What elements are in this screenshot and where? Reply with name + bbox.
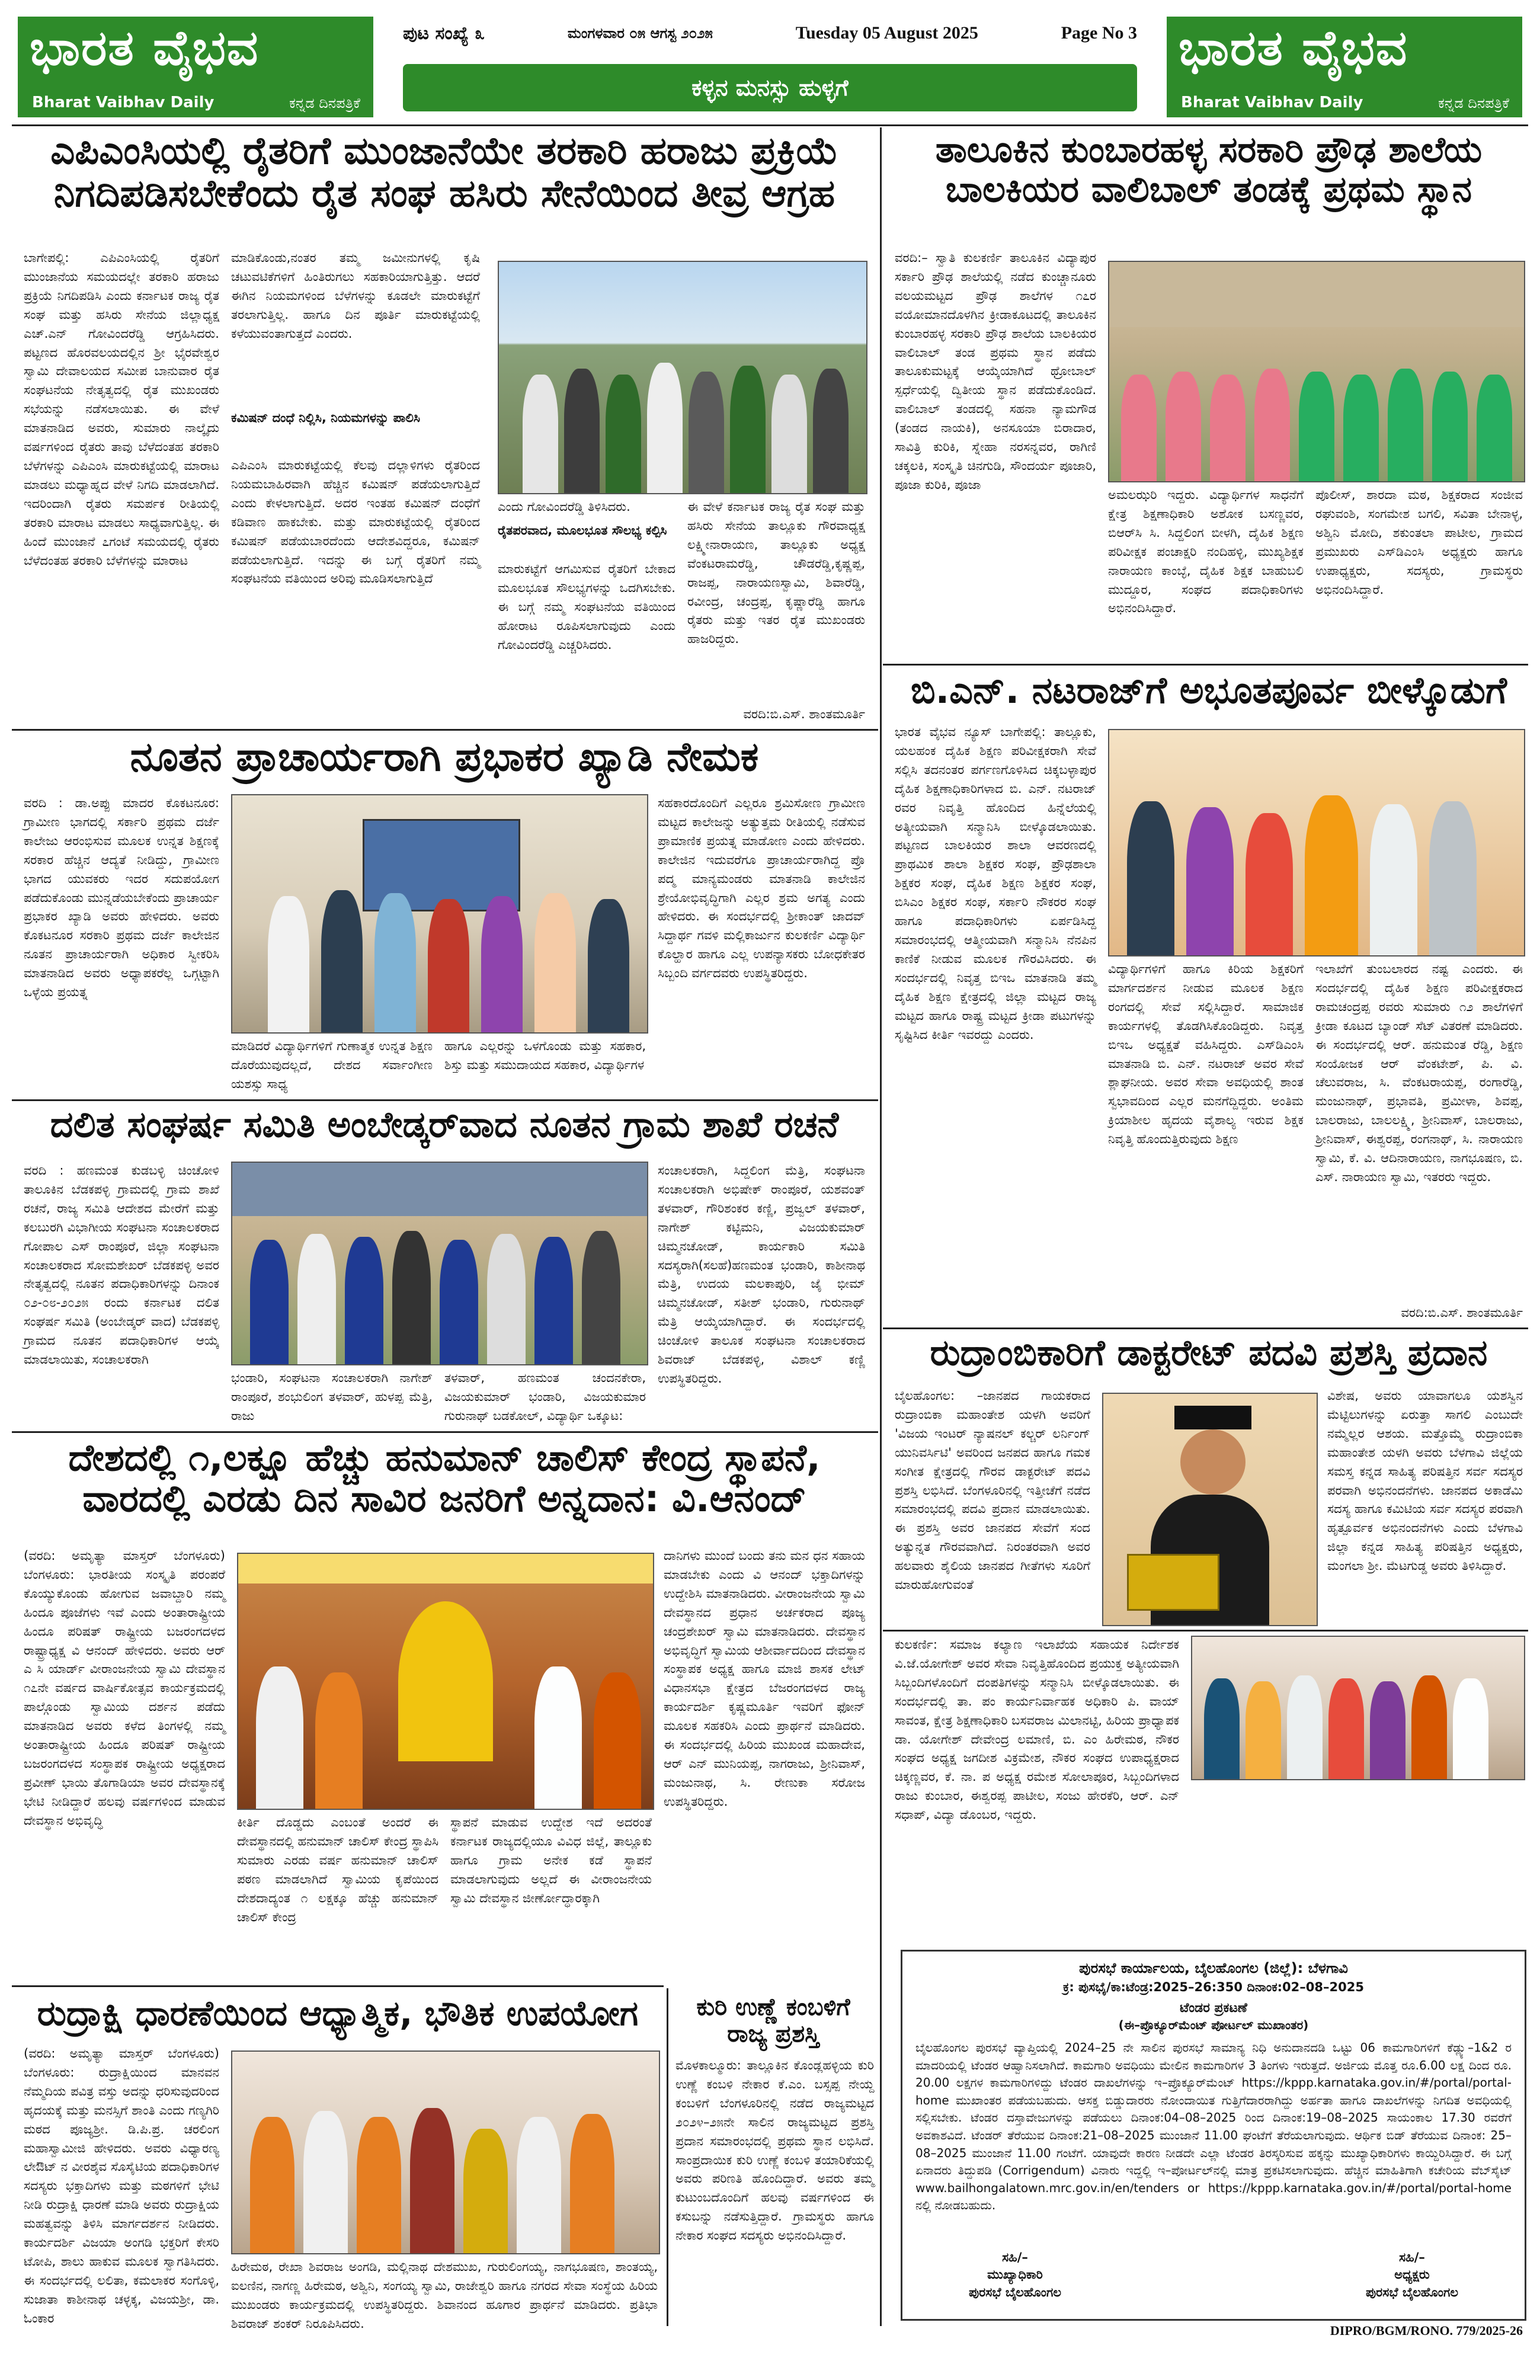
photo-farmers-meeting [498,261,867,494]
article-rudraksha-headline: ರುದ್ರಾಕ್ಷಿ ಧಾರಣೆಯಿಂದ ಆಧ್ಯಾತ್ಮಿಕ, ಭೌತಿಕ ಉಪಯೋಗ [37,1993,639,2033]
article-apmc-col4: ಈ ವೇಳೆ ಕರ್ನಾಟಕ ರಾಜ್ಯ ರೈತ ಸಂಘ ಮತ್ತು ಹಸಿರು ಸೇನೆಯ ತಾಲ್ಲೂಕು ಗೌರವಾಧ್ಯಕ್ಷ ಲಕ್ಷ್ಮೀನಾರಾಯಣ, ತಾಲ್ಲೂಕು ಅಧ್ಯಕ್ಷ ವೆಂಕಟರಾಮರೆಡ್ಡಿ, ಚೌಡರೆಡ್ಡಿ,ಕೃಷ್ಣಪ್ಪ, ರಾಜಪ್ಪ, ನಾರಾಯಣಸ್ವಾಮಿ, ಶಿವಾರೆಡ್ಡಿ, ರವೀಂದ್ರ, ಚಂದ್ರಪ್ಪ, ಕೃಷ್ಣಾರೆಡ್ಡಿ ಹಾಗೂ ರೈತರು ಮತ್ತು ಇತರ ರೈತ ಮುಖಂಡರು ಹಾಜರಿದ್ದರು. [687,500,865,647]
article-rudraksha-col1: (ವರದಿ: ಅಮೃತ್ಯಾ ಮಾಸ್ತರ್ ಬೆಂಗಳೂರು) ಬೆಂಗಳೂರು: ರುದ್ರಾಕ್ಷಿಯಿಂದ ಮಾನವನ ನೆಮ್ಮದಿಯ ಪವಿತ್ರ ವಸ್ತು ಅದನ್ನು ಧರಿಸುವುದರಿಂದ ಹೃದಯಕ್ಕೆ ಮತ್ತು ಮನಸ್ಸಿಗೆ ಶಾಂತಿ ಎಂದು ಗಣ್ಯಗಿರಿ ಮಠದ ಪೂಜ್ಯಶ್ರೀ. ಡಿ.ಪಿ.ಪ್ರ. ಚರಲಿಂಗ ಮಹಾಸ್ವಾಮೀಜಿ ಹೇಳಿದರು. ಅವರು ವಿಧ್ಯಾರಣ್ಯ ಲೇಔಟ್ ನ ವೀರಶೈವ ಸೊಸೈಟಿಯ ಪದಾಧಿಕಾರಿಗಳ ಸದಸ್ಯರು ಭಕ್ತಾದಿಗಳು ಮತ್ತು ಮಠಗಳಿಗೆ ಭೇಟಿ ನೀಡಿ ರುದ್ರಾಕ್ಷಿ ಧಾರಣೆ ಮಾಡಿ ಅವರು ರುದ್ರಾಕ್ಷಿಯ ಮಹತ್ವವನ್ನು ತಿಳಿಸಿ ಮಾರ್ಗದರ್ಶನ ನೀಡಿದರು. ಕಾರ್ಯದರ್ಶಿ ವಿಜಯಾ ಅಂಗಡಿ ಭಕ್ತರಿಗೆ ಕೇಸರಿ ಟೋಪಿ, ಶಾಲು ಹಾಕುವ ಮೂಲಕ ಸ್ವಾಗತಿಸಿದರು. ಈ ಸಂದರ್ಭದಲ್ಲಿ ಲಲಿತಾ, ಕಮಲಾಕರ ಸಂಗೊಳ್ಳಿ, ಸುಜಾತಾ ಕಾಶೀನಾಥ ಚಳ್ಳಕ್ಕ, ವಿಜಯಶ್ರೀ, ಡಾ. ಓಂಕಾರ [24,2046,219,2325]
article-dss-headline: ದಲಿತ ಸಂಘರ್ಷ ಸಮಿತಿ ಅಂಬೇಡ್ಕರ್‌ವಾದ ನೂತನ ಗ್ರಾಮ ಶಾಖೆ ರಚನೆ [50,1104,839,1146]
tender-sign-right [1323,2249,1501,2301]
photo-retirement [1191,1636,1525,1780]
rule-1 [12,729,878,731]
masthead [18,17,1522,117]
logo-subtitle: ಕನ್ನಡ ದಿನಪತ್ರಿಕೆ [289,95,360,111]
article-principal-col2b: ಹಾಗೂ ಎಲ್ಲರನ್ನು ಒಳಗೊಂಡು ಮತ್ತು ಸಹಕಾರ, ಶಿಸ್ತು ಮತ್ತು ಸಮುದಾಯದ ಸಹಕಾರ, ವಿದ್ಯಾರ್ಥಿಗಳ [444,1039,646,1072]
header-meta [403,19,1137,47]
article-dss-col2: ಭಂಡಾರಿ, ಸಂಘಟನಾ ಸಂಚಾಲಕರಾಗಿ ನಾಗೇಶ್ ರಾಂಪೂರೆ, ಶಂಭುಲಿಂಗ ತಳವಾರ್, ಹುಳಪ್ಪ ಮೆತ್ರಿ, ರಾಜು [231,1371,433,1423]
article-apmc-col3: ಎಂದು ಗೋವಿಂದರೆಡ್ಡಿ ತಿಳಿಸಿದರು. [498,500,630,514]
photo-principal-office [231,794,648,1034]
logo-right [1167,17,1522,117]
article-volleyball-col2: ಅಮಲಝರಿ ಇದ್ದರು. ವಿದ್ಯಾರ್ಥಿಗಳ ಸಾಧನೆಗೆ ಕ್ಷೇತ್ರ ಶಿಕ್ಷಣಾಧಿಕಾರಿ ಅಶೋಕ ಬಸಣ್ಣವರ, ಬಿಆರ್‌ಸಿ ಸಿ. ಸಿದ್ದಲಿಂಗ ಬೀಳಗಿ, ದೈಹಿಕ ಶಿಕ್ಷಣ ಪರಿವೀಕ್ಷಕ ಪಂಚಾಕ್ಷರಿ ನಂದಿಹಳ್ಳಿ, ಮುಖ್ಯಶಿಕ್ಷಕ ನಾರಾಯಣ ಕಾಂಬ್ಳೆ, ದೈಹಿಕ ಶಿಕ್ಷಕ ಬಾಹುಬಲಿ ಮುದ್ದೂರ, ಸಂಘದ ಪದಾಧಿಕಾರಿಗಳು ಅಭಿನಂದಿಸಿದ್ದಾರೆ. [1108,488,1304,616]
article-hanuman-col2: ದಾನಿಗಳು ಮುಂದೆ ಬಂದು ತನು ಮನ ಧನ ಸಹಾಯ ಮಾಡಬೇಕು ಎಂದು ವಿ ಆನಂದ್ ಭಕ್ತಾದಿಗಳನ್ನು ಉದ್ದೇಶಿಸಿ ಮಾತನಾಡಿದರು. ವೀರಾಂಜನೇಯ ಸ್ವಾಮಿ ದೇವಸ್ಥಾನದ ಪ್ರಧಾನ ಅರ್ಚಕರಾದ ಪೂಜ್ಯ ಚಂದ್ರಶೇಖರ್ ಸ್ವಾಮಿ ಮಾತನಾಡಿದರು. ದೇವಸ್ಥಾನ ಅಭಿವೃದ್ಧಿಗೆ ಸ್ವಾಮಿಯ ಆಶೀರ್ವಾದದಿಂದ ದೇವಸ್ಥಾನ ಸಂಸ್ಥಾಪಕ ಅಧ್ಯಕ್ಷ ಹಾಗೂ ಮಾಜಿ ಶಾಸಕ ಲೇಟ್ ವಿಧಾನಸಭಾ ಕ್ಷೇತ್ರದ ಬೆಜರಂಗದಳದ ರಾಜ್ಯ ಕಾರ್ಯದರ್ಶಿ ಕೃಷ್ಣಮೂರ್ತಿ ಇವರಿಗೆ ಫೋನ್ ಮೂಲಕ ಸಹಕರಿಸಿ ಎಂದು ಪ್ರಾರ್ಥನೆ ಮಾಡಿದರು. ಈ ಸಂದರ್ಭದಲ್ಲಿ ಹಿರಿಯ ಮುಖಂಡ ಮಹಾದೇವ, ಆರ್ ಎನ್ ಮುನಿಯಪ್ಪ, ನಾಗರಾಜು, ಶ್ರೀನಿವಾಸ್, ಮಂಜುನಾಥ, ಸಿ. ರೇಣುಕಾ ಸರೋಜ ಉಪಸ್ಥಿತರಿದ್ದರು. [664,1549,865,1809]
tagline: ಕಳ್ಳನ ಮನಸ್ಸು ಹುಳ್ಳಗೆ [691,74,849,101]
rule-2 [12,1099,878,1101]
article-dss-col2b: ತಳವಾರ್, ಹಣಮಂತ ಚಂದನಕೇರಾ, ವಿಜಯಕುಮಾರ್ ಭಂಡಾರಿ, ವಿಜಯಕುಮಾರ ಗುರುನಾಥ್ ಬಡಕೋಲ್, ವಿದ್ಯಾರ್ಥಿ ಒಕ್ಕೂಟ: [444,1371,646,1423]
article-blanket-col1: ಮೊಳಕಾಲ್ಮೂರು: ತಾಲ್ಲೂಕಿನ ಕೊಂಡ್ಲಹಳ್ಳಿಯ ಕುರಿ ಉಣ್ಣೆ ಕಂಬಳಿ ನೇಕಾರ ಕೆ.ಎಂ. ಬಸ್ಸಪ್ಪ ನೇಯ್ದ ಕಂಬಳಿಗೆ ಬೆಂಗಳೂರಿನಲ್ಲಿ ನಡೆದ ರಾಜ್ಯಮಟ್ಟದ ೨೦೨೪–೨೫ನೇ ಸಾಲಿನ ರಾಜ್ಯಮಟ್ಟದ ಪ್ರಶಸ್ತಿ ಪ್ರದಾನ ಸಮಾರಂಭದಲ್ಲಿ ಪ್ರಥಮ ಸ್ಥಾನ ಲಭಿಸಿದೆ. ಸಾಂಪ್ರದಾಯಿಕ ಕುರಿ ಉಣ್ಣೆ ಕಂಬಳಿ ತಯಾರಿಕೆಯಲ್ಲಿ ಅವರು ಪರಿಣತಿ ಹೊಂದಿದ್ದಾರೆ. ಅವರು ತಮ್ಮ ಕುಟುಂಬದೊಂದಿಗೆ ಹಲವು ವರ್ಷಗಳಿಂದ ಈ ಕಸುಬನ್ನು ನಡೆಸುತ್ತಿದ್ದಾರೆ. ಗ್ರಾಮಸ್ಥರು ಹಾಗೂ ನೇಕಾರ ಸಂಘದ ಸದಸ್ಯರು ಅಭಿನಂದಿಸಿದ್ದಾರೆ. [675,2058,874,2243]
date-english: Tuesday 05 August 2025 [795,23,978,43]
article-dss-col1: ವರದಿ : ಹಣಮಂತ ಕುಡಬಳ್ಳಿ ಚಿಂಚೋಳಿ ತಾಲೂಕಿನ ಬೆಡಕಪಳ್ಳಿ ಗ್ರಾಮದಲ್ಲಿ ಗ್ರಾಮ ಶಾಖೆ ರಚನೆ, ರಾಜ್ಯ ಸಮಿತಿ ಆದೇಶದ ಮೇರೆಗೆ ಮತ್ತು ಕಲಬುರಗಿ ವಿಭಾಗೀಯ ಸಂಘಟನಾ ಸಂಚಾಲಕರಾದ ಗೋಪಾಲ ಎಸ್ ರಾಂಪೂರೆ, ಜಿಲ್ಲಾ ಸಂಘಟನಾ ಸಂಚಾಲಕರಾದ ಸೋಮಶೇಖರ್ ಬೆಡಕಪಳ್ಳಿ ಅವರ ನೇತೃತ್ವದಲ್ಲಿ ನೂತನ ಪದಾಧಿಕಾರಿಗಳನ್ನು ದಿನಾಂಕ ೦೨-೦೮-೨೦೨೫ ರಂದು ಕರ್ನಾಟಕ ದಲಿತ ಸಂಘರ್ಷ ಸಮಿತಿ (ಅಂಬೇಡ್ಕರ್ ವಾದ) ಬೆಡಕಪಳ್ಳಿ ಗ್ರಾಮದ ನೂತನ ಪದಾಧಿಕಾರಿಗಳ ಆಯ್ಕೆ ಮಾಡಲಾಯಿತು, ಸಂಚಾಲಕರಾಗಿ [24,1163,219,1367]
tender-office: ಪುರಸಭೆ ಕಾರ್ಯಾಲಯ, ಬೈಲಹೊಂಗಲ (ಜಿಲ್ಲೆ): ಬೆಳಗಾವಿ [1079,1960,1348,1976]
column-rule [880,127,882,2326]
article-doctorate-col1: ಬೈಲಹೊಂಗಲ: –ಜಾನಪದ ಗಾಯಕರಾದ ರುದ್ರಾಂಬಿಕಾ ಮಹಾಂತೇಶ ಯಳಗಿ ಅವರಿಗೆ 'ವಿಜಯ ಇಂಟರ್ ನ್ಯಾಷನಲ್ ಕಲ್ಚರ್ ಲರ್ನಿಂಗ್ ಯುನಿವರ್ಸಿಟಿ' ಅವರಿಂದ ಜನಪದ ಹಾಗೂ ಗಮಕ ಸಂಗೀತ ಕ್ಷೇತ್ರದಲ್ಲಿ ಗೌರವ ಡಾಕ್ಟರೇಟ್ ಪದವಿ ಪ್ರಶಸ್ತಿ ಲಭಿಸಿದೆ. ಬೆಂಗಳೂರಿನಲ್ಲಿ ಇತ್ತೀಚೆಗೆ ನಡೆದ ಸಮಾರಂಭದಲ್ಲಿ ಪದವಿ ಪ್ರದಾನ ಮಾಡಲಾಯಿತು. ಈ ಪ್ರಶಸ್ತಿ ಅವರ ಜಾನಪದ ಸೇವೆಗೆ ಸಂದ ಅತ್ಯುನ್ನತ ಗೌರವವಾಗಿದೆ. ನಿರಂತರವಾಗಿ ಅವರ ಹಲವಾರು ಶೈಲಿಯ ಜಾನಪದ ಗೀತೆಗಳು ಸೂರಿಗೆ ಮಾರುಹೋಗುವಂತೆ [895,1389,1090,1592]
article-doctorate-headline: ರುದ್ರಾಂಬಿಕಾರಿಗೆ ಡಾಕ್ಟರೇಟ್ ಪದವಿ ಪ್ರಶಸ್ತಿ ಪ್ರದಾನ [930,1332,1488,1374]
tender-notice [901,1950,1526,2321]
logo-subtitle-right: ಕನ್ನಡ ದಿನಪತ್ರಿಕೆ [1437,95,1509,111]
tagline-bar [403,64,1137,111]
photo-doctorate [1102,1393,1318,1626]
date-kannada: ಮಂಗಳವಾರ ೦೫ ಆಗಸ್ಟ ೨೦೨೫ [567,25,713,41]
tender-sign-right-2: ಅಧ್ಯಕ್ಷರು [1394,2267,1430,2282]
tender-body: ಬೈಲಹೊಂಗಲ ಪುರಸಭೆ ವ್ಯಾಪ್ತಿಯಲ್ಲಿ 2024–25 ನೇ ಸಾಲಿನ ಪುರಸಭೆ ಸಾಮಾನ್ಯ ನಿಧಿ ಅನುದಾನದಡಿ ಒಟ್ಟು 06 ಕಾಮಗಾರಿಗಳಿಗೆ ಕೆಡ್ಲ್ಯು–1&2 ರ ಮಾದರಿಯಲ್ಲಿ ಟೆಂಡರ ಆಹ್ವಾನಿಸಲಾಗಿದೆ. ಕಾಮಗಾರಿ ಅವಧಿಯು ಮೇಲಿನ ಕಾಮಗಾರಿಗಳ 3 ತಿಂಗಳು ಇರುತ್ತದೆ. ಅರ್ಜಿಯ ಮೊತ್ತ ರೂ.6.00 ಲಕ್ಷ ದಿಂದ ರೂ. 20.00 ಲಕ್ಷಗಳ ಕಾಮಗಾರಿಗಳಿದ್ದು ಟೆಂಡರ ದಾಖಲೆಗಳನ್ನು ಇ–ಪ್ರೊಕ್ಯೂರ್‌ಮೆಂಟ್ https://kppp.karnataka.gov.in/#/portal/portal-home ಮುಖಾಂತರ ಪಡೆಯಬಹುದು. ಆಸಕ್ತ ಬಿಡ್ಡುದಾರರು ನೋಂದಾಯಿತ ಗುತ್ತಿಗೆದಾರರಾಗಿದ್ದು ಅರ್ಹತಾ ಹಾಗೂ ದಾಖಲೆಗಳನ್ನು ನಿಗದಿತ ಅವಧಿಯಲ್ಲಿ ಸಲ್ಲಿಸಬೇಕು. ಟೆಂಡರ ದಸ್ತಾವೇಜುಗಳನ್ನು ಪಡೆಯಲು ದಿನಾಂಕ:04–08–2025 ರಿಂದ ದಿನಾಂಕ:19–08–2025 ಸಾಯಂಕಾಲ 17.30 ರವರೆಗೆ ಅವಕಾಶವಿದೆ. ಟೆಂಡರ್ ತೆರೆಯುವ ದಿನಾಂಕ:21–08–2025 ಮುಂಜಾನೆ 11.00 ಘಂಟೆಗೆ ತೆರೆಯಲಾಗುವುದು. ಆರ್ಥಿಕ ಬಿಡ್ ತೆರೆಯುವ ದಿನಾಂಕ: 25–08–2025 ಮುಂಜಾನೆ 11.00 ಗಂಟೆಗೆ. ಯಾವುದೇ ಕಾರಣ ನೀಡದೇ ಎಲ್ಲಾ ಟೆಂಡರ ತಿರಸ್ಕರಿಸುವ ಹಕ್ಕನ್ನು ಮುಖ್ಯಾಧಿಕಾರಿಗಳು ಕಾಯ್ದಿರಿಸಿದ್ದಾರೆ. ಈ ಬಗ್ಗೆ ಏನಾದರು ತಿದ್ದುಪಡಿ (Corrigendum) ವಿನಾರು ಇದ್ದಲ್ಲಿ ಇ–ಪೋರ್ಟಲ್‌ನಲ್ಲಿ ಮಾತ್ರ ಪ್ರಕಟಿಸಲಾಗುವುದು. ಹೆಚ್ಚಿನ ಮಾಹಿತಿಗಾಗಿ ಕಚೇರಿಯ ವೆಬ್‌ಸೈಟ್ www.bailhongalatown.mrc.gov.in/en/tenders or https://kppp.karnataka.gov.in/#/portal/portal-home ನಲ್ಲಿ ನೋಡಬಹುದು. [915,2040,1512,2213]
article-doctorate-col2: ವಿಶೇಷ, ಅವರು ಯಾವಾಗಲೂ ಯಶಸ್ವಿನ ಮೆಟ್ಟಿಲುಗಳನ್ನು ಏರುತ್ತಾ ಸಾಗಲಿ ಎಂಬುದೇ ನಮ್ಮೆಲ್ಲರ ಆಶಯ. ಮತ್ತೊಮ್ಮೆ ರುದ್ರಾಂಬಿಕಾ ಮಹಾಂತೇಶ ಯಳಗಿ ಅವರು ಬೆಳಗಾವಿ ಜಿಲ್ಲೆಯ ಸಮಸ್ತ ಕನ್ನಡ ಸಾಹಿತ್ಯ ಪರಿಷತ್ತಿನ ಸರ್ವ ಸದಸ್ಯರ ಪರವಾಗಿ ಅಭಿನಂದನೆಗಳು. ಜಾನಪದ ಅಕಾಡೆಮಿ ಸದಸ್ಯ ಹಾಗೂ ಕಮಿಟಿಯ ಸರ್ವ ಸದಸ್ಯರ ಪರವಾಗಿ ಹೃತ್ಪೂರ್ವಕ ಅಭಿನಂದನೆಗಳು ಎಂದು ಬೆಳಗಾವಿ ಜಿಲ್ಲಾ ಕನ್ನಡ ಸಾಹಿತ್ಯ ಪರಿಷತ್ತಿನ ಅಧ್ಯಕ್ಷರು, ಮಂಗಲಾ ಶ್ರೀ. ಮೆಟಗುಡ್ಡ ಅವರು ತಿಳಿಸಿದ್ದಾರೆ. [1327,1389,1523,1573]
logo-title: ಭಾರತ ವೈಭವ [30,20,260,76]
rule-4 [12,1985,664,1987]
article-volleyball-col3: ಪೊಲೀಸ್, ಶಾರದಾ ಮಠ, ಶಿಕ್ಷಕರಾದ ಸಂಜೀವ ರಘುವಂಶಿ, ಸಂಗಮೇಶ ಬಗಲಿ, ಸವಿತಾ ಬೇನಾಳ್ಳ, ಅಶ್ವಿನಿ ಮೋದಿ, ಶಕುಂತಲಾ ಪಾಟೀಲ, ಗ್ರಾಮದ ಪ್ರಮುಖರು ಎಸ್‌ಡಿಎಂಸಿ ಅಧ್ಯಕ್ಷರು ಹಾಗೂ ಉಪಾಧ್ಯಕ್ಷರು, ಸದಸ್ಯರು, ಗ್ರಾಮಸ್ಥರು ಅಭಿನಂದಿಸಿದ್ದಾರೆ. [1315,488,1523,597]
article-nataraj-col1: ಭಾರತ ವೈಭವ ನ್ಯೂಸ್ ಬಾಗೇಪಲ್ಲಿ: ತಾಲ್ಲೂಕು, ಯಲಹಂಕ ದೈಹಿಕ ಶಿಕ್ಷಣ ಪರಿವೀಕ್ಷಕರಾಗಿ ಸೇವೆ ಸಲ್ಲಿಸಿ ತದನಂತರ ಪರ್ಗಣಗೊಳಿಸಿದ ಚಿಕ್ಕಬಳ್ಳಾಪುರ ದೈಹಿಕ ಶಿಕ್ಷಣಾಧಿಕಾರಿಗಳಾದ ಬಿ. ಎನ್. ನಟರಾಜ್ ರವರ ನಿವೃತ್ತಿ ಹೊಂದಿದ ಹಿನ್ನೆಲೆಯಲ್ಲಿ ಅತ್ಯೀಯವಾಗಿ ಸನ್ಮಾನಿಸಿ ಬೀಳ್ಕೊಡಲಾಯಿತು. ಪಟ್ಟಣದ ಬಾಲಕಿಯರ ಶಾಲಾ ಆವರಣದಲ್ಲಿ ಪ್ರಾಥಮಿಕ ಶಾಲಾ ಶಿಕ್ಷಕರ ಸಂಘ, ಪ್ರೌಢಶಾಲಾ ಶಿಕ್ಷಕರ ಸಂಘ, ದೈಹಿಕ ಶಿಕ್ಷಣ ಶಿಕ್ಷಕರ ಸಂಘ, ಬಿಸಿಎಂ ಶಿಕ್ಷಕರ ಸಂಘ, ಸರ್ಕಾರಿ ನೌಕರರ ಸಂಘ ಹಾಗೂ ಪದಾಧಿಕಾರಿಗಳು ಏರ್ಪಡಿಸಿದ್ದ ಸಮಾರಂಭದಲ್ಲಿ ಆತ್ಮೀಯವಾಗಿ ಸನ್ಮಾನಿಸಿ ನೆನಪಿನ ಕಾಣಿಕೆ ನೀಡುವ ಮೂಲಕ ಗೌರವಿಸಿದರು. ಈ ಸಂದರ್ಭದಲ್ಲಿ ನಿವೃತ್ತ ಬಿಇಒ ಮಾತನಾಡಿ ತಮ್ಮ ದೈಹಿಕ ಶಿಕ್ಷಣ ಕ್ಷೇತ್ರದಲ್ಲಿ ಜಿಲ್ಲಾ ಮಟ್ಟದ ರಾಜ್ಯ ಮಟ್ಟದ ಹಾಗೂ ರಾಷ್ಟ್ರ ಮಟ್ಟದ ಕ್ರೀಡಾ ಪಟುಗಳನ್ನು ಸೃಷ್ಟಿಸಿದ ಕೀರ್ತಿ ಇವರದ್ದು ಎಂದರು. [895,725,1096,1042]
tender-sign-left-2: ಮುಖ್ಯಾಧಿಕಾರಿ [987,2267,1043,2282]
tender-sign-right-3: ಪುರಸಭೆ ಬೈಲಹೊಂಗಲ [1366,2285,1458,2299]
tender-sign-left [926,2249,1104,2301]
photo-dss-group [231,1162,648,1365]
article-hanuman-col1b: ಕೀರ್ತಿ ದೊಡ್ಡದು ಎಂಬಂತೆ ಅಂದರೆ ಈ ದೇವಸ್ಥಾನದಲ್ಲಿ ಹನುಮಾನ್ ಚಾಲಿಸ್ ಕೇಂದ್ರ ಸ್ಥಾಪಿಸಿ ಸುಮಾರು ಎರಡು ವರ್ಷ ಹನುಮಾನ್ ಚಾಲಿಸ್ ಪಠಣ ಮಾಡಲಾಗಿದೆ ಸ್ವಾಮಿಯ ಕೃಪೆಯಿಂದ ದೇಶದಾದ್ಯಂತ ೧ ಲಕ್ಷಕ್ಕೂ ಹೆಚ್ಚು ಹನುಮಾನ್ ಚಾಲಿಸ್ ಕೇಂದ್ರ [237,1815,438,1924]
logo-title-right: ಭಾರತ ವೈಭವ [1179,20,1408,76]
article-hanuman-col2b: ಸ್ಥಾಪನೆ ಮಾಡುವ ಉದ್ದೇಶ ಇದೆ ಅದರಂತೆ ಕರ್ನಾಟಕ ರಾಜ್ಯದಲ್ಲಿಯೂ ವಿವಿಧ ಜಿಲ್ಲೆ, ತಾಲ್ಲೂಕು ಹಾಗೂ ಗ್ರಾಮ ಅನೇಕ ಕಡೆ ಸ್ಥಾಪನೆ ಮಾಡಲಾಗುವುದು ಅಲ್ಲದೆ ಈ ವೀರಾಂಜನೇಯ ಸ್ವಾಮಿ ದೇವಸ್ಥಾನ ಜೀರ್ಣೋದ್ಧಾರಕ್ಕಾಗಿ [450,1815,652,1905]
tender-dipr-number: DIPRO/BGM/RONO. 779/2025-26 [1330,2323,1523,2338]
article-nataraj-col2: ವಿದ್ಯಾರ್ಥಿಗಳಿಗೆ ಹಾಗೂ ಕಿರಿಯ ಶಿಕ್ಷಕರಿಗೆ ಮಾರ್ಗದರ್ಶನ ನೀಡುವ ಮೂಲಕ ಶಿಕ್ಷಣ ರಂಗದಲ್ಲಿ ಸೇವೆ ಸಲ್ಲಿಸಿದ್ದಾರೆ. ಸಾಮಾಜಿಕ ಕಾರ್ಯಗಳಲ್ಲಿ ತೊಡಗಿಸಿಕೊಂಡಿದ್ದರು. ನಿವೃತ್ತ ಬಿಇಒ ಅಧ್ಯಕ್ಷತೆ ವಹಿಸಿದ್ದರು. ಎಸ್‌ಡಿಎಂಸಿ ಮಾತನಾಡಿ ಬಿ. ಎನ್. ನಟರಾಜ್ ಅವರ ಸೇವೆ ಶ್ಲಾಘನೀಯ. ಅವರ ಸೇವಾ ಅವಧಿಯಲ್ಲಿ ಶಾಂತ ಸ್ವಭಾವದಿಂದ ಎಲ್ಲರ ಮನಗೆದ್ದಿದ್ದರು. ಅಂತಿಮ ಕ್ರಿಯಾಶೀಲ ಹೃದಯ ವೈಶಾಲ್ಯ ಇರುವ ಶಿಕ್ಷಕ ನಿವೃತ್ತಿ ಹೊಂದುತ್ತಿರುವುದು ಶಿಕ್ಷಣ [1108,962,1304,1147]
rule-3 [12,1431,878,1433]
article-blanket-headline: ಕುರಿ ಉಣ್ಣೆ ಕಂಬಳಿಗೆ ರಾಜ್ಯ ಪ್ರಶಸ್ತಿ [696,1994,850,2048]
photo-nataraj-felicitation [1108,729,1525,957]
article-rudraksha-col2: ಹಿರೇಮಠ, ರೇಖಾ ಶಿವರಾಜ ಅಂಗಡಿ, ಮಲ್ಲಿನಾಥ ದೇಶಮುಖ, ಗುರುಲಿಂಗಯ್ಯ, ನಾಗಭೂಷಣ, ಶಾಂತಯ್ಯ, ಐಲಣಿನ, ನಾಗಣ್ಣ ಹಿರೇಮಠ, ಅಶ್ವಿನಿ, ಸಂಗಯ್ಯ ಸ್ವಾಮಿ, ರಾಜೇಶ್ವರಿ ಹಾಗೂ ನಗರದ ಸೇವಾ ಸಂಸ್ಥೆಯ ಹಿರಿಯ ಮುಖಂಡರು ಕಾರ್ಯಕ್ರಮದಲ್ಲಿ ಉಪಸ್ಥಿತರಿದ್ದರು. ಶಿವಾನಂದ ಹೂಗಾರ ಪ್ರಾರ್ಥನೆ ಮಾಡಿದರು. ಪ್ರತಿಭಾ ಶಿವರಾಜ್ ಶಂಕರ್ ನಿರೂಪಿಸಿದರು. [231,2260,658,2331]
article-volleyball-col1: ವರದಿ:– ಸ್ವಾತಿ ಕುಲಕರ್ಣಿ ತಾಲೂಕಿನ ವಿದ್ಯಾಪುರ ಸರ್ಕಾರಿ ಪ್ರೌಢ ಶಾಲೆಯಲ್ಲಿ ನಡೆದ ಕುಂಚ್ಚಾನೂರು ವಲಯಮಟ್ಟದ ಪ್ರೌಢ ಶಾಲೆಗಳ ೧೭ರ ವಯೋಮಾನದೊಳಗಿನ ಕ್ರೀಡಾಕೂಟದಲ್ಲಿ ತಾಲೂಕಿನ ಕುಂಬಾರಹಳ್ಳ ಸರಕಾರಿ ಪ್ರೌಢ ಶಾಲೆಯ ಬಾಲಕಿಯರ ವಾಲಿಬಾಲ್ ತಂಡ ಪ್ರಥಮ ಸ್ಥಾನ ಪಡೆದು ತಾಲೂಕುಮಟ್ಟಕ್ಕೆ ಆಯ್ಕೆಯಾಗಿದೆ ಥ್ರೋಬಾಲ್ ಸ್ಪರ್ಧೆಯಲ್ಲಿ ದ್ವಿತೀಯ ಸ್ಥಾನ ಪಡೆದುಕೊಂಡಿದೆ. ವಾಲಿಬಾಲ್ ತಂಡದಲ್ಲಿ ಸಹನಾ ನ್ಯಾಮಗೌಡ (ತಂಡದ ನಾಯಕಿ), ಅನಸೂಯಾ ಬಿರಾದಾರ, ಸಾವಿತ್ರಿ ಕುರಿಕಿ, ಸ್ನೇಹಾ ನರಸನ್ನವರ, ರಾಗಿಣಿ ಚಕ್ಕಲಕಿ, ಸಂಸ್ಕೃತಿ ಚಿನಗುಡಿ, ಸೌಂದರ್ಯ ಪೂಜಾರಿ, ಪೂಜಾ ಕುರಿಕಿ, ಪೂಜಾ [895,251,1096,492]
tender-sign-left-1: ಸಹಿ/– [1002,2250,1028,2264]
article-apmc-sub1: ಕಮಿಷನ್ ದಂಧೆ ನಿಲ್ಲಿಸಿ, ನಿಯಮಗಳನ್ನು ಪಾಲಿಸಿ [231,411,420,425]
article-principal-col2: ಮಾಡಿದರೆ ವಿದ್ಯಾರ್ಥಿಗಳಿಗೆ ಗುಣಾತ್ಮಕ ಉನ್ನತ ಶಿಕ್ಷಣ ದೊರೆಯುವುದಲ್ಲದೆ, ದೇಶದ ಸರ್ವಾಂಗೀಣ ಯಶಸ್ಸು ಸಾಧ್ಯ [231,1039,433,1091]
rule-5 [667,1988,668,2326]
article-apmc-col2: ಮಾಡಿಕೊಂಡು,ನಂತರ ತಮ್ಮ ಜಮೀನುಗಳಲ್ಲಿ ಕೃಷಿ ಚಟುವಟಿಕೆಗಳಿಗೆ ಹಿಂತಿರುಗಲು ಸಹಕಾರಿಯಾಗುತ್ತಿತ್ತು. ಆದರೆ ಈಗಿನ ನಿಯಮಗಳಿಂದ ಬೆಳೆಗಳನ್ನು ಕೂಡಲೇ ಮಾರುಕಟ್ಟೆಗೆ ತರಲಾಗುತ್ತಿಲ್ಲ. ಹಾಗೂ ದಿನ ಪೂರ್ತಿ ಮಾರುಕಟ್ಟೆಯಲ್ಲಿ ಕಳೆಯುವಂತಾಗುತ್ತದೆ ಎಂದರು. [231,251,480,341]
photo-temple [237,1553,654,1810]
tender-sign-right-1: ಸಹಿ/– [1399,2250,1425,2264]
article-apmc-byline: ವರದಿ:ಬಿ.ಎಸ್. ಶಾಂತಮೂರ್ತಿ [743,707,865,721]
photo-volleyball-team [1108,261,1525,482]
article-principal-col3: ಸಹಕಾರದೊಂದಿಗೆ ಎಲ್ಲರೂ ಶ್ರಮಿಸೋಣ ಗ್ರಾಮೀಣ ಮಟ್ಟದ ಕಾಲೇಜನ್ನು ಅತ್ಯುತ್ತಮ ರೀತಿಯಲ್ಲಿ ನಡೆಸುವ ಪ್ರಾಮಾಣಿಕ ಪ್ರಯತ್ನ ಮಾಡೋಣ ಎಂದು ಹೇಳಿದರು. ಕಾಲೇಜಿನ ಇದುವರೆಗೂ ಪ್ರಾಚಾರ್ಯರಾಗಿದ್ದ ಪ್ರೊ ಪದ್ಮ ಮಾನ್ಯಮಂಡರು ಮಾತನಾಡಿ ಕಾಲೇಜಿನ ಶ್ರೇಯೋಭಿವೃದ್ಧಿಗಾಗಿ ಎಲ್ಲರ ಶ್ರಮ ಅಗತ್ಯ ಎಂದು ಹೇಳಿದರು. ಈ ಸಂದರ್ಭದಲ್ಲಿ ಶ್ರೀಕಾಂತ್ ಜಾದವ್ ಸಿದ್ದಾರ್ಥ ಗವಳಿ ಮಲ್ಲಿಕಾರ್ಜುನ ಕುಲಕರ್ಣಿ ವಿದ್ಯಾರ್ಥಿ ಕೊಲ್ಹಾರ ಹಾಗೂ ಎಲ್ಲ ಉಪನ್ಯಾಸಕರು ಬೋಧಕೇತರ ಸಿಬ್ಬಂದಿ ವರ್ಗದವರು ಉಪಸ್ಥಿತರಿದ್ದರು. [658,796,865,981]
photo-rudraksha [231,2050,660,2254]
tender-subkind: (ಈ–ಪ್ರೊಕ್ಯೂರ್‌ಮೆಂಟ್ ಪೋರ್ಟಲ್ ಮುಖಾಂತರ) [1118,2018,1309,2032]
masthead-rule [12,124,1528,126]
article-principal-headline: ನೂತನ ಪ್ರಾಚಾರ್ಯರಾಗಿ ಪ್ರಭಾಕರ ಖ್ಯಾಡಿ ನೇಮಕ [130,734,759,780]
page-number: Page No 3 [1061,23,1137,43]
article-apmc-sub2: ರೈತಪರವಾದ, ಮೂಲಭೂತ ಸೌಲಭ್ಯ ಕಲ್ಪಿಸಿ [498,523,667,538]
article-apmc-col2b: ಎಪಿಎಂಸಿ ಮಾರುಕಟ್ಟೆಯಲ್ಲಿ ಕೆಲವು ದಲ್ಲಾಳಿಗಳು ರೈತರಿಂದ ನಿಯಮಬಾಹಿರವಾಗಿ ಹೆಚ್ಚಿನ ಕಮಿಷನ್ ಪಡೆಯಲಾಗುತ್ತಿದೆ ಎಂದು ಕೇಳಲಾಗುತ್ತಿದೆ. ಅದರ ಇಂತಹ ಕಮಿಷನ್ ದಂಧೆಗೆ ಕಡಿವಾಣ ಹಾಕಬೇಕು. ಮತ್ತು ಮಾರುಕಟ್ಟೆಯಲ್ಲಿ ರೈತರಿಂದ ಕಮಿಷನ್ ಪಡೆಯಬಾರದೆಂದು ಆದೇಶವಿದ್ದರೂ, ಕಮಿಷನ್ ಪಡೆಯಲಾಗುತ್ತಿದೆ. ಇದನ್ನು ಈ ಬಗ್ಗೆ ರೈತರಿಗೆ ನಮ್ಮ ಸಂಘಟನೆಯ ವತಿಯಿಂದ ಅರಿವು ಮೂಡಿಸಲಾಗುತ್ತಿದೆ [231,458,480,586]
article-volleyball-headline: ತಾಲೂಕಿನ ಕುಂಬಾರಹಳ್ಳ ಸರಕಾರಿ ಪ್ರೌಢ ಶಾಲೆಯ ಬಾಲಕಿಯರ ವಾಲಿಬಾಲ್ ತಂಡಕ್ಕೆ ಪ್ರಥಮ ಸ್ಥಾನ [935,129,1483,211]
article-nataraj-col3: ಇಲಾಖೆಗೆ ತುಂಬಲಾರದ ನಷ್ಟ ಎಂದರು. ಈ ಸಂದರ್ಭದಲ್ಲಿ ದೈಹಿಕ ಶಿಕ್ಷಣ ಪರಿವೀಕ್ಷಕರಾದ ರಾಮಚಂದ್ರಪ್ಪ ರವರು ಸುಮಾರು ೧೨ ಶಾಲೆಗಳಿಗೆ ಕ್ರೀಡಾ ಕೂಟದ ಬ್ಯಾಂಡ್ ಸೆಟ್ ವಿತರಣೆ ಮಾಡಿದರು. ಈ ಸಂದರ್ಭದಲ್ಲಿ ಆರ್. ಹನುಮಂತ ರೆಡ್ಡಿ, ಶಿಕ್ಷಣ ಸಂಯೋಜಕ ಆರ್ ವೆಂಕಟೇಶ್, ಪಿ. ವಿ. ಚೆಲುವರಾಜ, ಸಿ. ವೆಂಕಟರಾಯಪ್ಪ, ರಂಗಾರೆಡ್ಡಿ, ಮಂಜುನಾಥ್, ಪ್ರಭಾವತಿ, ಪ್ರಮೀಳಾ, ಶಿವಪ್ಪ, ಬಾಲರಾಜು, ಬಾಲಲಕ್ಷ್ಮಿ, ಶ್ರೀನಿವಾಸ್, ಬಾಲರಾಜು, ಶ್ರೀನಿವಾಸ್, ಈಶ್ವರಪ್ಪ, ರಂಗನಾಥ್, ಸಿ. ನಾರಾಯಣ ಸ್ವಾಮಿ, ಕೆ. ವಿ. ಆದಿನಾರಾಯಣ, ನಾಗಭೂಷಣ, ಬಿ. ಎಸ್. ನಾರಾಯಣ ಸ್ವಾಮಿ, ಇತರರು ಇದ್ದರು. [1315,962,1523,1184]
logo-english: Bharat Vaibhav Daily [32,94,214,111]
tender-ref: ಕ್ರ: ಪುಸಭೈ/ಕಾ:ಟೆಂಡ್ರ:2025–26:350 ದಿನಾಂಕ:02–08–2025 [1063,1980,1364,1994]
rule-7 [883,1327,1528,1329]
logo-english-right: Bharat Vaibhav Daily [1181,94,1363,111]
article-nataraj-byline: ವರದಿ:ಬಿ.ಎಸ್. ಶಾಂತಮೂರ್ತಿ [1401,1306,1523,1320]
rule-8 [883,1630,1528,1632]
article-apmc-headline: ಎಪಿಎಂಸಿಯಲ್ಲಿ ರೈತರಿಗೆ ಮುಂಜಾನೆಯೇ ತರಕಾರಿ ಹರಾಜು ಪ್ರಕ್ರಿಯೆ ನಿಗದಿಪಡಿಸಬೇಕೆಂದು ರೈತ ಸಂಘ ಹಸಿರು ಸೇನೆಯಿಂದ ತೀವ್ರ ಆಗ್ರಹ [50,129,838,216]
article-hanuman-headline: ದೇಶದಲ್ಲಿ ೧,ಲಕ್ಷೂ ಹೆಚ್ಚು ಹನುಮಾನ್ ಚಾಲಿಸ್ ಕೇಂದ್ರ ಸ್ಥಾಪನೆ, ವಾರದಲ್ಲಿ ಎರಡು ದಿನ ಸಾವಿರ ಜನರಿಗೆ ಅನ್ನದಾನ: ವಿ.ಆನಂದ್ [68,1436,821,1521]
article-nataraj-headline: ಬಿ.ಎನ್. ನಟರಾಜ್‌ಗೆ ಅಭೂತಪೂರ್ವ ಬೀಳ್ಕೊಡುಗೆ [911,668,1507,712]
article-principal-col1: ವರದಿ : ಡಾ.ಅಪ್ಪು ಮಾದರ ಕೊಕಟನೂರ: ಗ್ರಾಮೀಣ ಭಾಗದಲ್ಲಿ ಸರ್ಕಾರಿ ಪ್ರಥಮ ದರ್ಜೆ ಕಾಲೇಜು ಆರಂಭಿಸುವ ಮೂಲಕ ಉನ್ನತ ಶಿಕ್ಷಣಕ್ಕೆ ಸರಕಾರ ಹೆಚ್ಚಿನ ಆದ್ಯತೆ ನೀಡಿದ್ದು, ಗ್ರಾಮೀಣ ಭಾಗದ ಯುವಕರು ಇದರ ಸದುಪಯೋಗ ಪಡೆದುಕೊಂಡು ಮುನ್ನಡೆಯಬೇಕೆಂದು ಪ್ರಾಚಾರ್ಯ ಪ್ರಭಾಕರ ಖ್ಯಾಡಿ ಅವರು ಹೇಳಿದರು. ಅವರು ಕೊಕಟನೂರ ಸರಕಾರಿ ಪ್ರಥಮ ದರ್ಜೆ ಕಾಲೇಜಿನ ನೂತನ ಪ್ರಾಚಾರ್ಯರಾಗಿ ಅಧಿಕಾರ ಸ್ವೀಕರಿಸಿ ಮಾತನಾಡಿದ ಅವರು ಅಧ್ಯಾಪಕರೆಲ್ಲ ಒಗ್ಗಟ್ಟಾಗಿ ಒಳ್ಳೆಯ ಪ್ರಯತ್ನ [24,796,219,1000]
article-retirement-col1: ಕುಲಕರ್ಣಿ: ಸಮಾಜ ಕಲ್ಯಾಣ ಇಲಾಖೆಯ ಸಹಾಯಕ ನಿರ್ದೇಶಕ ವಿ.ಜೆ.ಯೋಗೇಶ್ ಅವರ ಸೇವಾ ನಿವೃತ್ತಿಹೊಂದಿದ ಪ್ರಯುಕ್ತ ಅತ್ಯೀಯವಾಗಿ ಸಿಬ್ಬಂದಿಗಳೊಂದಿಗೆ ದಂಪತಿಗಳನ್ನು ಸನ್ಮಾನಿಸಿ ಬೀಳ್ಕೊಡಲಾಯಿತು. ಈ ಸಂದರ್ಭದಲ್ಲಿ ತಾ. ಪಂ ಕಾರ್ಯನಿರ್ವಾಹಕ ಅಧಿಕಾರಿ ಪಿ. ವಾಯ್ ಸಾವಂತ, ಕ್ಷೇತ್ರ ಶಿಕ್ಷಣಾಧಿಕಾರಿ ಬಸವರಾಜ ಮಿಲಾನಟ್ಟಿ, ಹಿರಿಯ ಪ್ರಾಧ್ಯಾಪಕ ಡಾ. ಯೋಗೇಶ್ ದೇವೇಂದ್ರ ಲಮಾಣಿ, ಬಿ. ಎಂ ಹಿರೇಮಠ, ನೌಕರ ಸಂಘದ ಅಧ್ಯಕ್ಷ ಜಗದೀಶ ವಿಕ್ರಮೇಶ, ನೌಕರ ಸಂಘದ ಉಪಾಧ್ಯಕ್ಷರಾದ ಚಿಕ್ಕಣ್ಣವರ, ಕೆ. ನಾ. ಪ ಅಧ್ಯಕ್ಷ ರಮೇಶ ಸೋಲಾಪೂರ, ಸಿಬ್ಬಂದಿಗಳಾದ ರಾಜು ಕುಂಬಾರ, ಈಶ್ವರಪ್ಪ ಪಾಟೀಲ, ಸಂಜು ಹೇರಕೆರಿ, ಆರ್. ಎನ್ ಸಧಾಪ್, ವಿದ್ಯಾ ಡೊಂಬರ, ಇದ್ದರು. [895,1637,1179,1822]
page-count: ಪುಟ ಸಂಖ್ಯೆ ೩ [403,23,485,44]
article-apmc-col3b: ಮಾರುಕಟ್ಟೆಗೆ ಆಗಮಿಸುವ ರೈತರಿಗೆ ಬೇಕಾದ ಮೂಲಭೂತ ಸೌಲಭ್ಯಗಳನ್ನು ಒದಗಿಸಬೇಕು. ಈ ಬಗ್ಗೆ ನಮ್ಮ ಸಂಘಟನೆಯ ವತಿಯಿಂದ ಹೋರಾಟ ರೂಪಿಸಲಾಗುವುದು ಎಂದು ಗೋವಿಂದರೆಡ್ಡಿ ಎಚ್ಚರಿಸಿದರು. [498,562,675,652]
article-dss-col3: ಸಂಚಾಲಕರಾಗಿ, ಸಿದ್ದಲಿಂಗ ಮೆತ್ರಿ, ಸಂಘಟನಾ ಸಂಚಾಲಕರಾಗಿ ಅಭಿಷೇಕ್ ರಾಂಪೂರೆ, ಯಶವಂತ್ ತಳವಾರ್, ಗೌರಿಶಂಕರ ಕಣ್ಣಿ, ಪ್ರಜ್ವಲ್ ತಳವಾರ್, ನಾಗೇಶ್ ಕಟ್ಟಿಮನಿ, ವಿಜಯಕುಮಾರ್ ಚಿಮ್ಮನಚೋಡ್, ಕಾರ್ಯಕಾರಿ ಸಮಿತಿ ಸದಸ್ಯರಾಗಿ(ಸಲಹೆ)ಹಣಮಂತ ಭಂಡಾರಿ, ಕಾಶೀನಾಥ ಮೆತ್ರಿ, ಉದಯ ಮಲಕಾಪುರಿ, ಜೈ ಭೀಮ್ ಚಿಮ್ಮನಚೋಡ್, ಸತೀಶ್ ಭಂಡಾರಿ, ಗುರುನಾಥ್ ಮೆತ್ರಿ ಆಯ್ಕೆಯಾಗಿದ್ದಾರೆ. ಈ ಸಂದರ್ಭದಲ್ಲಿ ಚಿಂಚೋಳಿ ತಾಲೂಕ ಸಂಘಟನಾ ಸಂಚಾಲಕರಾದ ಶಿವರಾಜ್ ಬೆಡಕಪಳ್ಳಿ, ವಿಶಾಲ್ ಕಣ್ಣಿ ಉಪಸ್ಥಿತರಿದ್ದರು. [658,1163,865,1386]
logo-left [18,17,373,117]
article-hanuman-col1: (ವರದಿ: ಅಮೃತ್ಯಾ ಮಾಸ್ತರ್ ಬೆಂಗಳೂರು) ಬೆಂಗಳೂರು: ಭಾರತೀಯ ಸಂಸ್ಕೃತಿ ಪರಂಪರೆ ಕೊಯ್ಯುಕೊಂಡು ಹೋಗುವ ಜವಾಬ್ದಾರಿ ನಮ್ಮ ಹಿಂದೂ ಪೂಜೆಗಳು ಇವೆ ಎಂದು ಅಂತಾರಾಷ್ಟ್ರೀಯ ಹಿಂದೂ ಪರಿಷತ್ ರಾಷ್ಟ್ರೀಯ ಬಜರಂಗದಳದ ರಾಷ್ಟ್ರಾಧ್ಯಕ್ಷ ವಿ ಆನಂದ್ ಹೇಳಿದರು. ಅವರು ಆರ್ ಎ ಸಿ ಯಾರ್ಡ್ ವೀರಾಂಜನೇಯ ಸ್ವಾಮಿ ದೇವಸ್ಥಾನ ೧೭ನೇ ವರ್ಷದ ವಾರ್ಷಿಕೋತ್ಸವ ಕಾರ್ಯಕ್ರಮದಲ್ಲಿ ಪಾಲ್ಗೊಂಡು ಸ್ವಾಮಿಯ ದರ್ಶನ ಪಡೆದು ಮಾತನಾಡಿದ ಅವರು ಕಳೆದ ತಿಂಗಳಲ್ಲಿ ನಮ್ಮ ಅಂತಾರಾಷ್ಟ್ರೀಯ ಹಿಂದೂ ಪರಿಷತ್ ರಾಷ್ಟ್ರೀಯ ಬಜರಂಗದಳದ ಸಂಸ್ಥಾಪಕ ರಾಷ್ಟ್ರೀಯ ಅಧ್ಯಕ್ಷರಾದ ಪ್ರವೀಣ್ ಭಾಯಿ ತೊಗಾಡಿಯಾ ಅವರ ದೇವಸ್ಥಾನಕ್ಕೆ ಭೇಟಿ ನೀಡಿದ್ದಾರೆ ಹಲವು ವರ್ಷಗಳಿಂದ ಮಾಡುವ ದೇವಸ್ಥಾನ ಅಭಿವೃದ್ಧಿ [24,1549,225,1828]
rule-6 [883,664,1528,666]
tender-kind: ಟೆಂಡರ ಪ್ರಕಟಣೆ [1180,2001,1247,2016]
article-apmc-col1: ಬಾಗೇಪಲ್ಲಿ: ಎಪಿಎಂಸಿಯಲ್ಲಿ ರೈತರಿಗೆ ಮುಂಜಾನೆಯ ಸಮಯದಲ್ಲೇ ತರಕಾರಿ ಹರಾಜು ಪ್ರಕ್ರಿಯೆ ನಿಗದಿಪಡಿಸಿ ಎಂದು ಕರ್ನಾಟಕ ರಾಜ್ಯ ರೈತ ಸಂಘ ಮತ್ತು ಹಸಿರು ಸೇನೆಯ ಜಿಲ್ಲಾಧ್ಯಕ್ಷ ಎಚ್.ಎನ್ ಗೋವಿಂದರೆಡ್ಡಿ ಆಗ್ರಹಿಸಿದರು. ಪಟ್ಟಣದ ಹೊರವಲಯದಲ್ಲಿನ ಶ್ರೀ ಭೈರವೇಶ್ವರ ಸ್ವಾಮಿ ದೇವಾಲಯದ ಸಮೀಪ ಬಾನುವಾರ ರೈತ ಸಂಘಟನೆಯ ನೇತೃತ್ವದಲ್ಲಿ ರೈತ ಮುಖಂಡರು ಸಭೆಯನ್ನು ನಡೆಸಲಾಯಿತು. ಈ ವೇಳೆ ಮಾತನಾಡಿದ ಅವರು, ಸುಮಾರು ನಾಲ್ಕೈದು ವರ್ಷಗಳಿಂದ ರೈತರು ತಾವು ಬೆಳೆದಂತಹ ತರಕಾರಿ ಬೆಳೆಗಳನ್ನು ಎಪಿಎಂಸಿ ಮಾರುಕಟ್ಟೆಯಲ್ಲಿ ಮಾರಾಟ ಮಾಡಲು ಮಧ್ಯಾಹ್ನದ ವೇಳೆ ನಿಗದಿ ಮಾಡಲಾಗಿದೆ. ಇದರಿಂದಾಗಿ ರೈತರು ಸಮರ್ಪಕ ರೀತಿಯಲ್ಲಿ ತರಕಾರಿ ಮಾರಾಟ ಮಾಡಲು ಸಾಧ್ಯವಾಗುತ್ತಿಲ್ಲ. ಈ ಹಿಂದೆ ಮುಂಜಾನೆ ೭ಗಂಟೆ ಸಮಯದಲ್ಲಿ ರೈತರು ಬೆಳೆದಂತಹ ತರಕಾರಿ ಬೆಳೆಗಳನ್ನು ಮಾರಾಟ [24,251,219,568]
tender-sign-left-3: ಪುರಸಭೆ ಬೈಲಹೊಂಗಲ [969,2285,1061,2299]
